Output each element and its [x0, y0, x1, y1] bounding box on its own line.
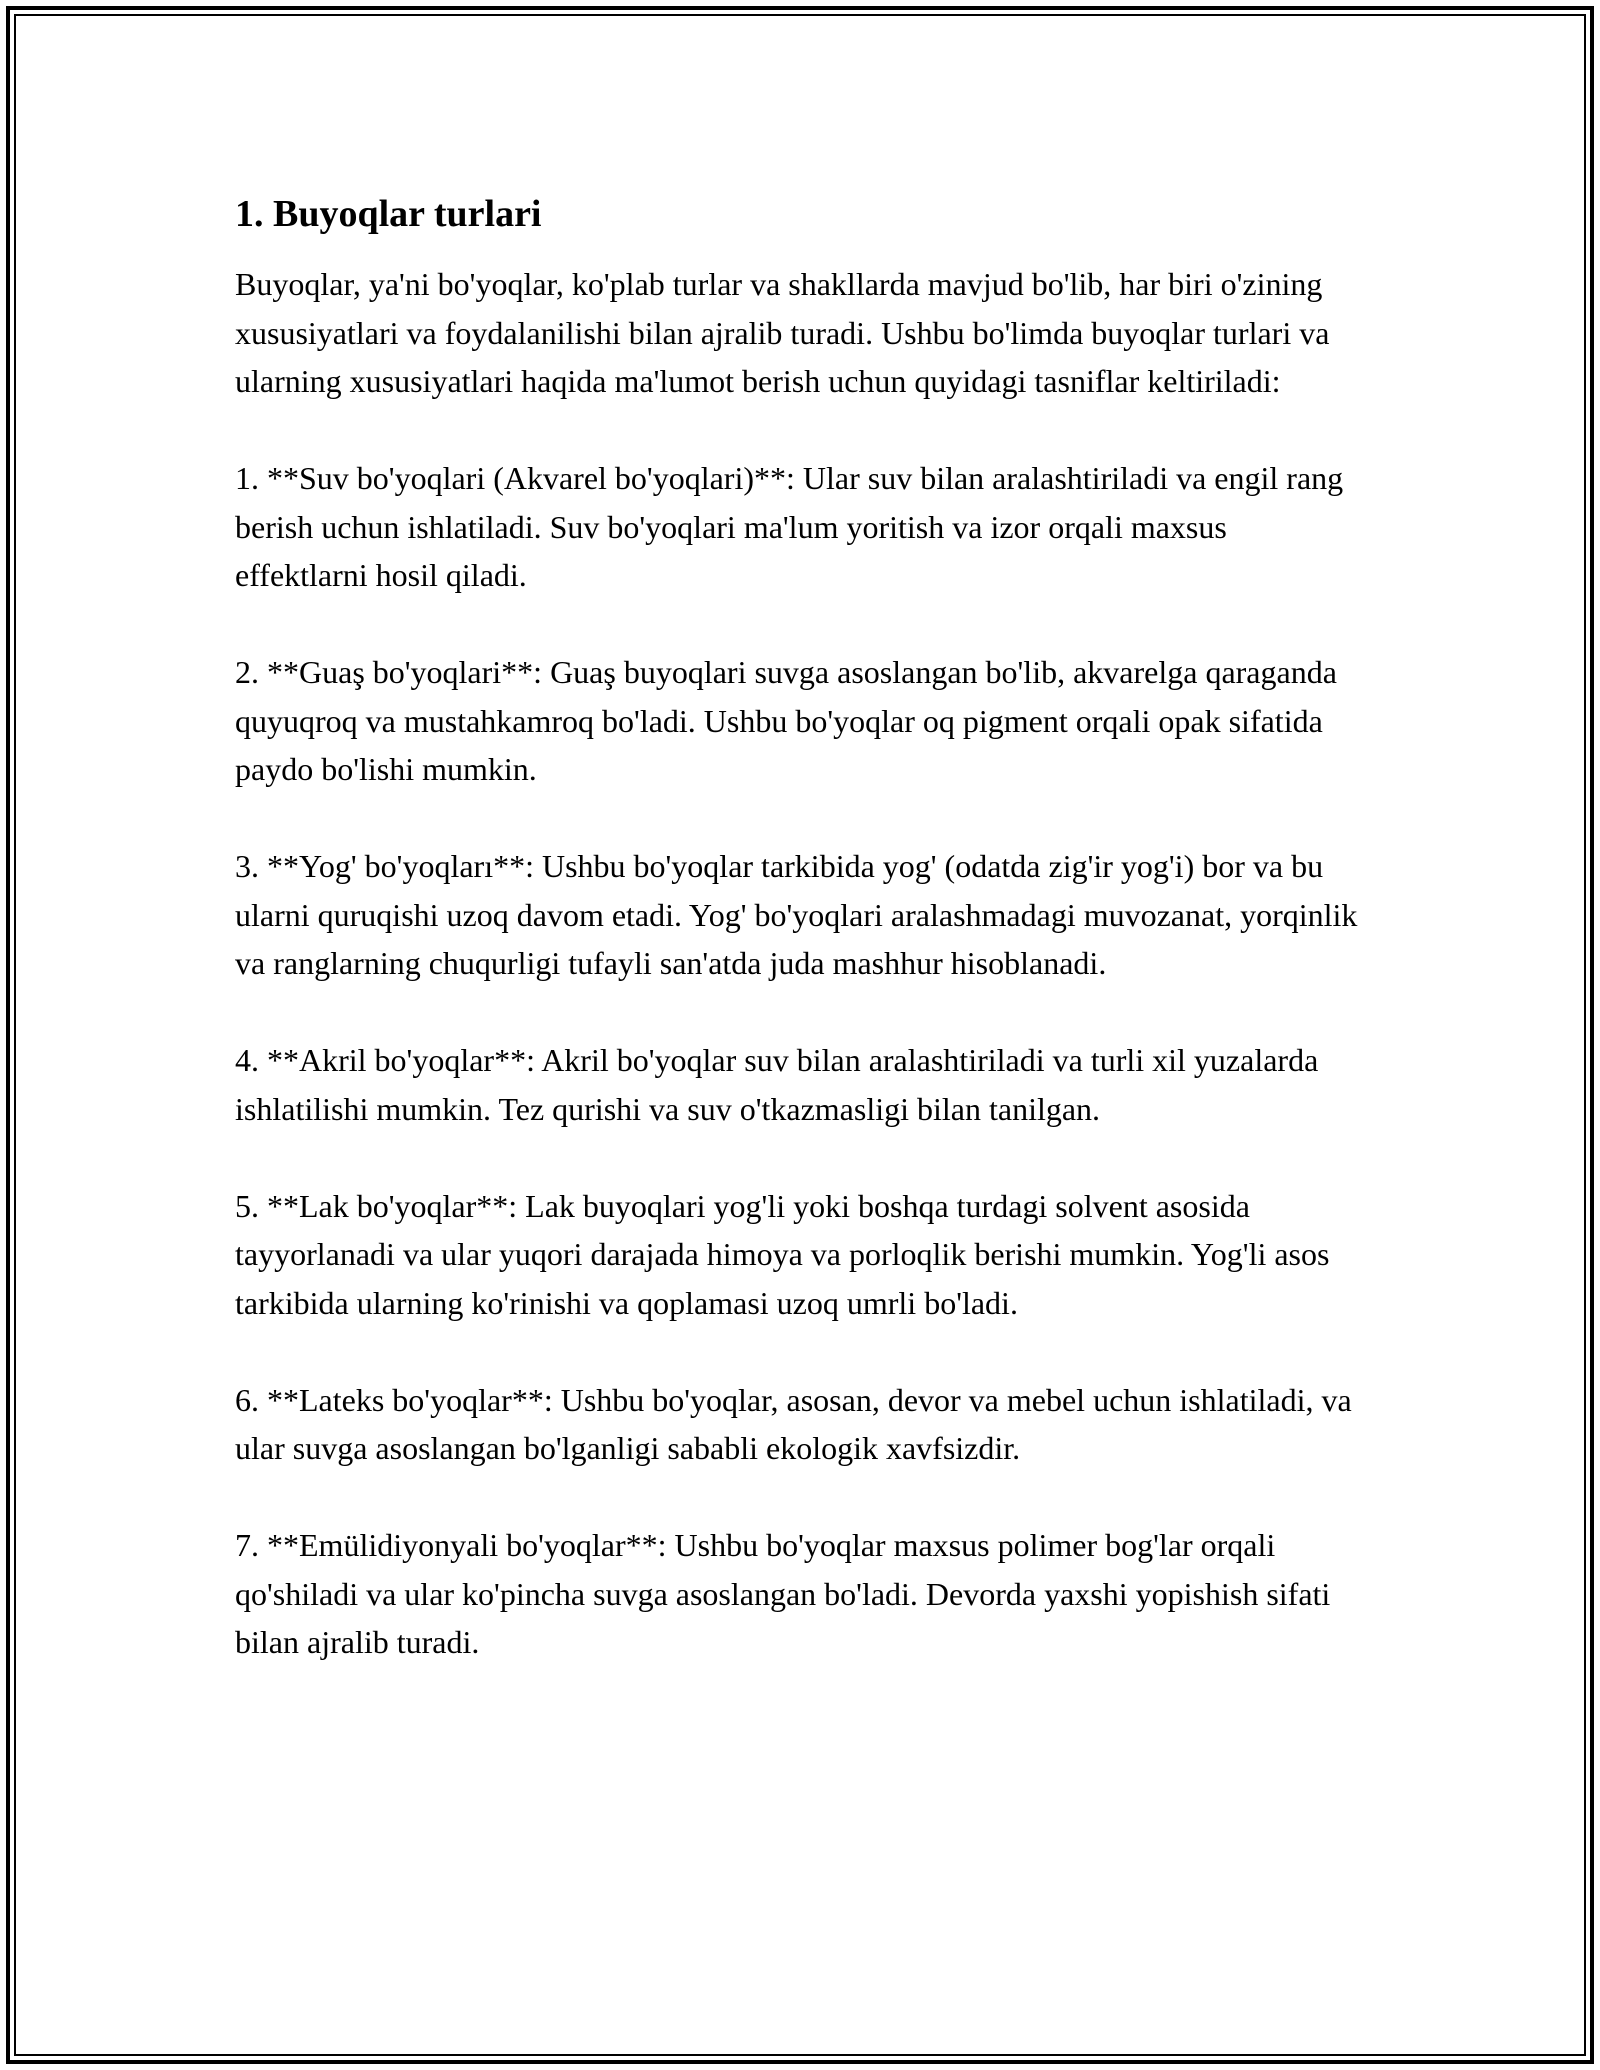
paint-type-lacquer: 5. **Lak bo'yoqlar**: Lak buyoqlari yog'li yoki boshqa turdagi solvent asosida tayyorlanadi va ular yuqori darajada himoya va porloqlik berishi mumkin. Yog'li asos tarkibida ularning ko'rinishi va qoplamasi uzoq umrli bo'ladi.: [235, 1187, 1330, 1321]
paint-type-acrylic: 4. **Akril bo'yoqlar**: Akril bo'yoqlar suv bilan aralashtiriladi va turli xil yuzalarda ishlatilishi mumkin. Tez qurishi va suv o'tkazmasligi bilan tanilgan.: [235, 1042, 1319, 1127]
document-body: [235, 188, 1365, 1715]
paint-type-emulsion: 7. **Emülidiyonyali bo'yoqlar**: Ushbu bo'yoqlar maxsus polimer bog'lar orqali qo'shiladi va ular ko'pincha suvga asoslangan bo'ladi. Devorda yaxshi yopishish sifati bilan ajralib turadi.: [235, 1527, 1331, 1660]
section-heading: 1. Buyoqlar turlari: [235, 193, 542, 235]
intro-paragraph: Buyoqlar, ya'ni bo'yoqlar, ko'plab turlar va shakllarda mavjud bo'lib, har biri o'zining xususiyatlari va foydalanilishi bilan ajralib turadi. Ushbu bo'limda buyoqlar turlari va ularning xususiyatlari haqida ma'lumot berish uchun quyidagi tasniflar keltiriladi:: [235, 266, 1330, 399]
paint-type-oil: 3. **Yog' bo'yoqları**: Ushbu bo'yoqlar tarkibida yog' (odatda zig'ir yog'i) bor va bu ularni quruqishi uzoq davom etadi. Yog' bo'yoqlari aralashmadagi muvozanat, yorqinlik va ranglarning chuqurligi tufayli san'atda juda mashhur hisoblanadi.: [235, 848, 1358, 981]
paint-type-watercolor: 1. **Suv bo'yoqlari (Akvarel bo'yoqlari)**: Ular suv bilan aralashtiriladi va engil rang berish uchun ishlatiladi. Suv bo'yoqlari ma'lum yoritish va izor orqali maxsus effektlarni hosil qiladi.: [235, 460, 1344, 593]
paint-type-gouache: 2. **Guaş bo'yoqlari**: Guaş buyoqlari suvga asoslangan bo'lib, akvarelga qaraganda quyuqroq va mustahkamroq bo'ladi. Ushbu bo'yoqlar oq pigment orqali opak sifatida paydo bo'lishi mumkin.: [235, 654, 1337, 787]
paint-type-latex: 6. **Lateks bo'yoqlar**: Ushbu bo'yoqlar, asosan, devor va mebel uchun ishlatiladi, va ular suvga asoslangan bo'lganligi sababli ekologik xavfsizdir.: [235, 1381, 1352, 1466]
